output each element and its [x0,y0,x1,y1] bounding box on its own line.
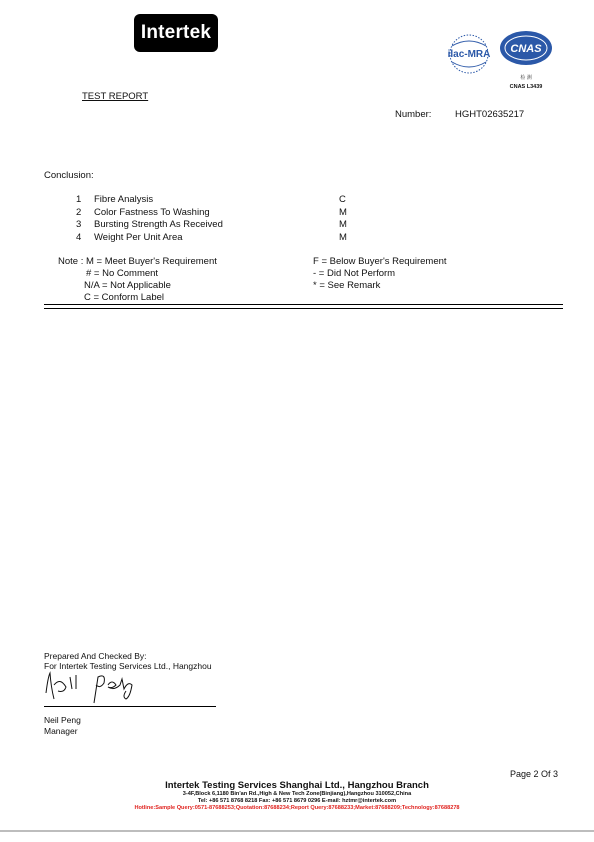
report-number-value: HGHT02635217 [455,109,525,120]
cnas-logo [496,28,556,94]
note-legend-line: N/A = Not Applicable [84,280,171,291]
cnas-code: CNAS L3439 [509,84,543,90]
prepared-by-label: Prepared And Checked By: [44,651,147,661]
ilac-mra-text: ilac-MRA [447,49,491,60]
footer-company: Intertek Testing Services Shanghai Ltd., Hangzhou Branch [165,780,429,791]
report-number-label: Number: [395,109,432,120]
footer-hotline: Hotline:Sample Query:0571-87688253;Quotation:87688234;Report Query:87688233;Market:87688209;Technology:87688278 [134,805,460,811]
signature-line [44,706,216,707]
intertek-logo: Intertek [134,14,218,52]
item-result: M [339,219,347,230]
footer-address: 3-4F,Block 6,1180 Bin'an Rd.,High & New Tech Zone(Binjiang),Hangzhou 310052,China [182,791,412,797]
signatory-name: Neil Peng [44,715,81,725]
footer-contact: Tel: +86 571 8768 8218 Fax: +86 571 8679 0296 E-mail: hztmr@intertek.com [197,798,397,804]
note-legend-line: # = No Comment [86,268,159,279]
item-label: Fibre Analysis [94,194,154,205]
page-bottom-rule [0,830,594,832]
report-title: TEST REPORT [82,91,149,102]
item-label: Weight Per Unit Area [94,232,183,243]
item-result: M [339,207,347,218]
note-legend-line: - = Did Not Perform [313,268,396,279]
ilac-mra-logo [438,32,500,76]
item-result: M [339,232,347,243]
item-label: Bursting Strength As Received [94,219,223,230]
handwritten-signature [40,663,150,705]
item-number: 4 [76,232,82,243]
item-label: Color Fastness To Washing [94,207,210,218]
double-rule-divider [44,304,563,309]
note-legend-line: C = Conform Label [84,292,164,303]
item-result: C [339,194,346,205]
page-number: Page 2 Of 3 [510,769,559,779]
item-number: 1 [76,194,82,205]
item-number: 3 [76,219,82,230]
company-for-label: For Intertek Testing Services Ltd., Hangzhou [44,661,212,671]
note-legend-line: Note : M = Meet Buyer's Requirement [58,256,217,267]
signatory-title: Manager [44,726,78,736]
note-legend-line: * = See Remark [313,280,381,291]
note-legend-line: F = Below Buyer's Requirement [313,256,447,267]
cnas-text: CNAS [510,43,542,55]
item-number: 2 [76,207,82,218]
cnas-chinese-text: 检 测 [520,75,532,81]
conclusion-label: Conclusion: [44,170,94,181]
